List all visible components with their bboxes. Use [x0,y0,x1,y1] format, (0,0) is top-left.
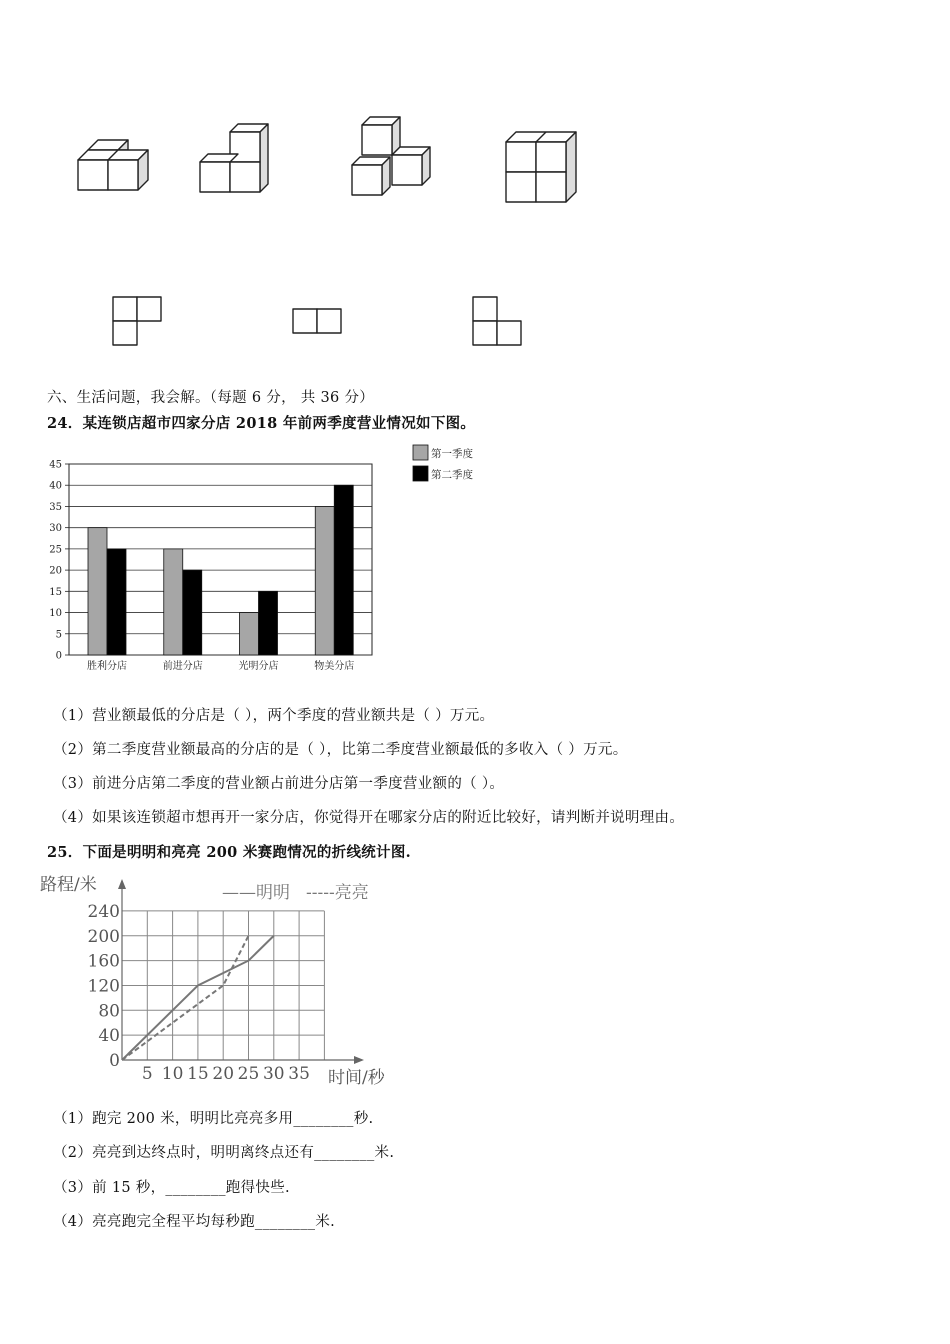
legend-liangliang: -----亮亮 [306,883,369,903]
y-tick-label: 25 [49,544,62,556]
bar-1-2 [164,549,183,655]
cube-figure-b [200,124,268,192]
bar-1-1 [88,528,107,655]
y-tick-label: 160 [87,951,120,972]
x-tick-label: 35 [288,1064,310,1084]
q24-title: 24．某连锁店超市四家分店 2018 年前两季度营业情况如下图。 [47,415,476,432]
legend-label-2: 第二季度 [431,469,473,481]
view-shape-1 [113,297,161,345]
q24-sub-1: （1）营业额最低的分店是（ ），两个季度的营业额共是（ ）万元。 [53,708,495,724]
y-axis-arrow [118,879,126,889]
q25-sub-2: （2）亮亮到达终点时，明明离终点还有________米. [53,1145,395,1161]
cube-figure-c [352,117,430,195]
cube-figure-a [78,140,148,190]
x-tick-label: 10 [161,1064,184,1084]
y-tick-label: 80 [98,1001,120,1022]
bar-2-2 [183,570,202,655]
x-tick-label: 胜利分店 [87,661,127,672]
x-tick-label: 15 [187,1064,209,1084]
legend-mingming: ——明明 [222,883,290,903]
x-tick-label: 20 [212,1064,235,1084]
x-tick-label: 25 [237,1064,260,1084]
y-tick-label: 200 [87,926,120,947]
bar-chart [30,438,500,678]
cube-figures [0,100,950,360]
q25-sub-3: （3）前 15 秒，________跑得快些. [53,1180,290,1196]
y-tick-label: 30 [49,523,62,535]
y-axis-label: 路程/米 [40,875,97,895]
view-shape-3 [473,297,521,345]
bar-2-3 [259,591,278,655]
y-tick-label: 5 [55,629,62,641]
x-tick-label: 物美分店 [314,661,355,672]
y-tick-label: 40 [98,1026,120,1047]
y-tick-label: 0 [55,650,62,662]
q24-sub-2: （2）第二季度营业额最高的分店的是（ ），比第二季度营业额最低的多收入（ ）万元。 [53,742,628,758]
bar-1-3 [240,613,259,655]
x-axis-arrow [354,1056,364,1064]
q25-sub-1: （1）跑完 200 米，明明比亮亮多用________秒. [53,1111,374,1127]
bar-1-4 [315,506,334,655]
x-tick-label: 5 [141,1064,153,1084]
y-tick-label: 35 [49,501,62,513]
legend-label-1: 第一季度 [431,448,473,460]
y-tick-label: 40 [49,480,62,492]
bar-2-1 [107,549,126,655]
x-tick-label: 前进分店 [162,661,203,672]
x-tick-label: 光明分店 [238,661,279,672]
bar-2-4 [334,485,353,655]
x-tick-label: 30 [262,1064,285,1084]
y-tick-label: 45 [49,459,62,471]
y-tick-label: 15 [49,586,62,598]
line-chart [36,866,416,1096]
q25-title: 25．下面是明明和亮亮 200 米赛跑情况的折线统计图. [47,844,411,861]
q24-sub-4: （4）如果该连锁超市想再开一家分店，你觉得开在哪家分店的附近比较好，请判断并说明理由。 [53,810,685,826]
legend-swatch-2 [413,466,428,481]
legend-swatch-1 [413,445,428,460]
y-tick-label: 10 [49,608,62,620]
view-shape-2 [293,309,341,333]
y-tick-label: 120 [87,976,120,997]
q24-sub-3: （3）前进分店第二季度的营业额占前进分店第一季度营业额的（ ）。 [53,776,505,792]
cube-figure-d [506,132,576,202]
x-axis-label: 时间/秒 [328,1068,385,1088]
section-heading: 六、生活问题，我会解。（每题 6 分， 共 36 分） [47,390,375,406]
q25-sub-4: （4）亮亮跑完全程平均每秒跑________米. [53,1214,336,1230]
y-tick-label: 20 [49,565,62,577]
y-tick-label: 0 [109,1051,120,1071]
y-tick-label: 240 [87,901,120,922]
